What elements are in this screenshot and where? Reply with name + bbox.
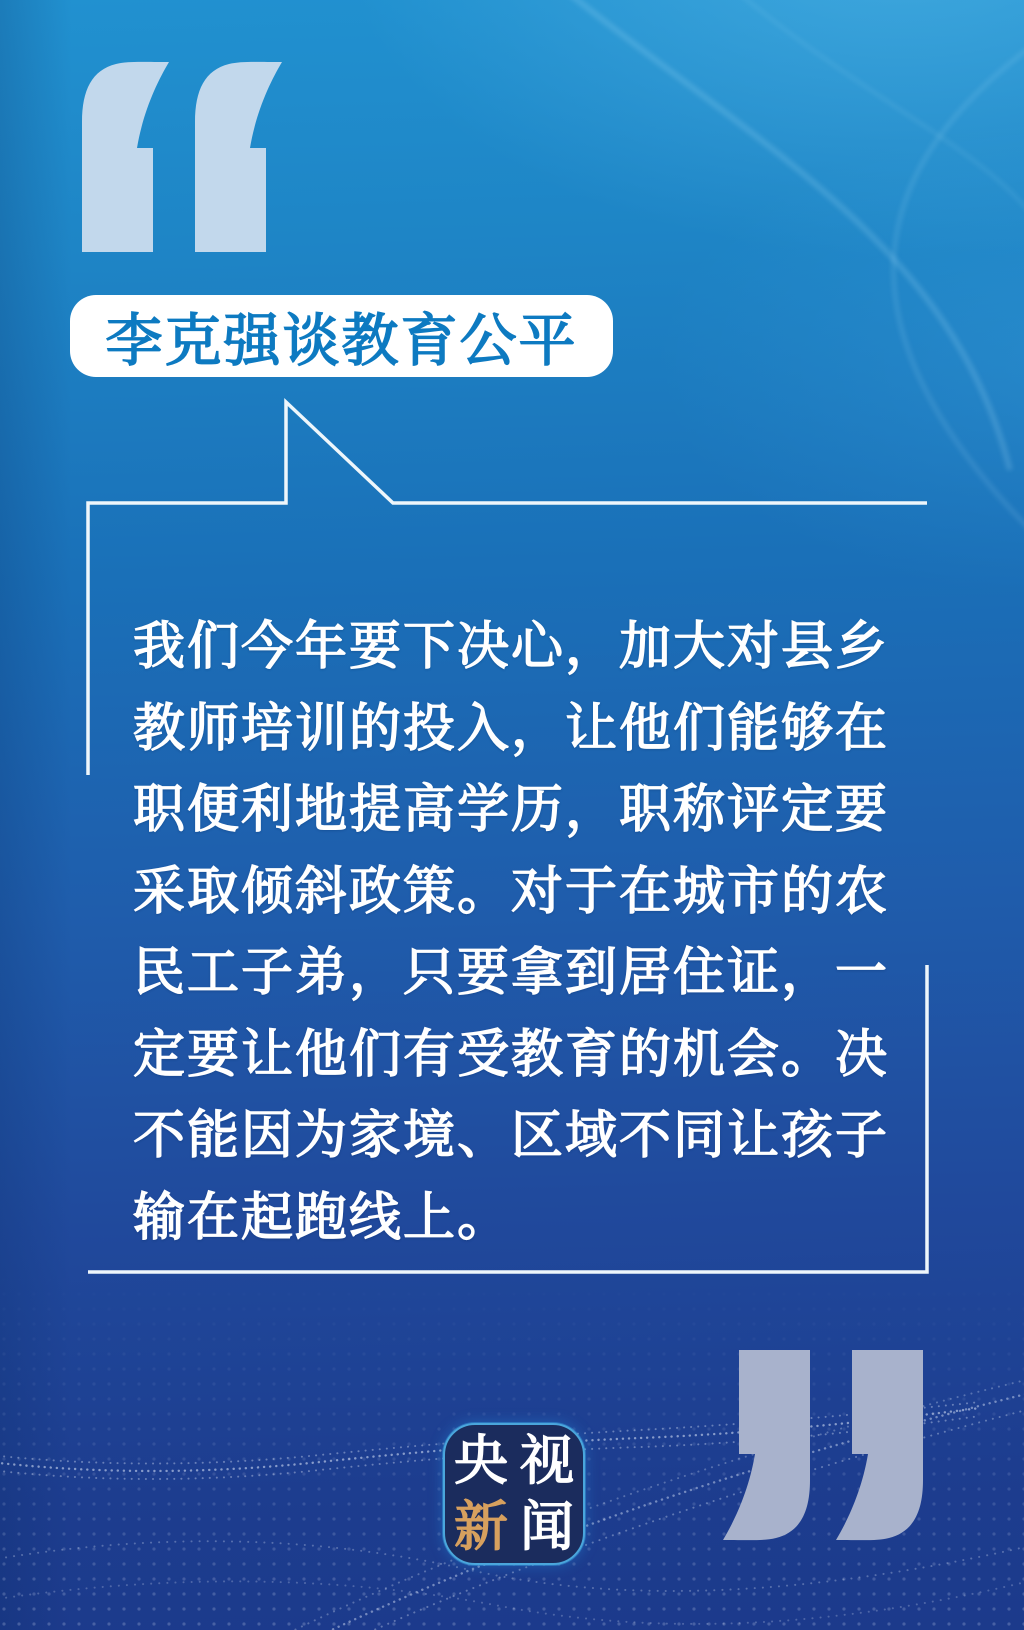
open-quote-icon <box>82 62 282 252</box>
logo-char-yang: 央 <box>454 1431 508 1491</box>
quote-line: 我们今年要下决心，加大对县乡 <box>133 618 890 676</box>
quote-line: 输在起跑线上。 <box>133 1188 512 1247</box>
quote-line: 采取倾斜政策。对于在城市的农 <box>133 862 890 921</box>
page-title: 李克强谈教育公平 <box>105 309 578 373</box>
light-streaks-decor <box>540 0 1024 540</box>
cctv-news-logo <box>443 1423 585 1565</box>
logo-char-wen: 闻 <box>520 1497 574 1557</box>
logo-char-xin: 新 <box>454 1497 508 1557</box>
logo-char-shi: 视 <box>520 1431 574 1491</box>
quote-text <box>133 607 923 1259</box>
quote-line: 职便利地提高学历，职称评定要 <box>133 781 890 839</box>
title-pill <box>70 295 613 377</box>
quote-line: 不能因为家境、区域不同让孩子 <box>133 1107 890 1165</box>
quote-line: 定要让他们有受教育的机会。决 <box>133 1025 890 1084</box>
quote-line: 教师培训的投入，让他们能够在 <box>133 699 890 758</box>
quote-line: 民工子弟，只要拿到居住证，一 <box>133 944 890 1002</box>
